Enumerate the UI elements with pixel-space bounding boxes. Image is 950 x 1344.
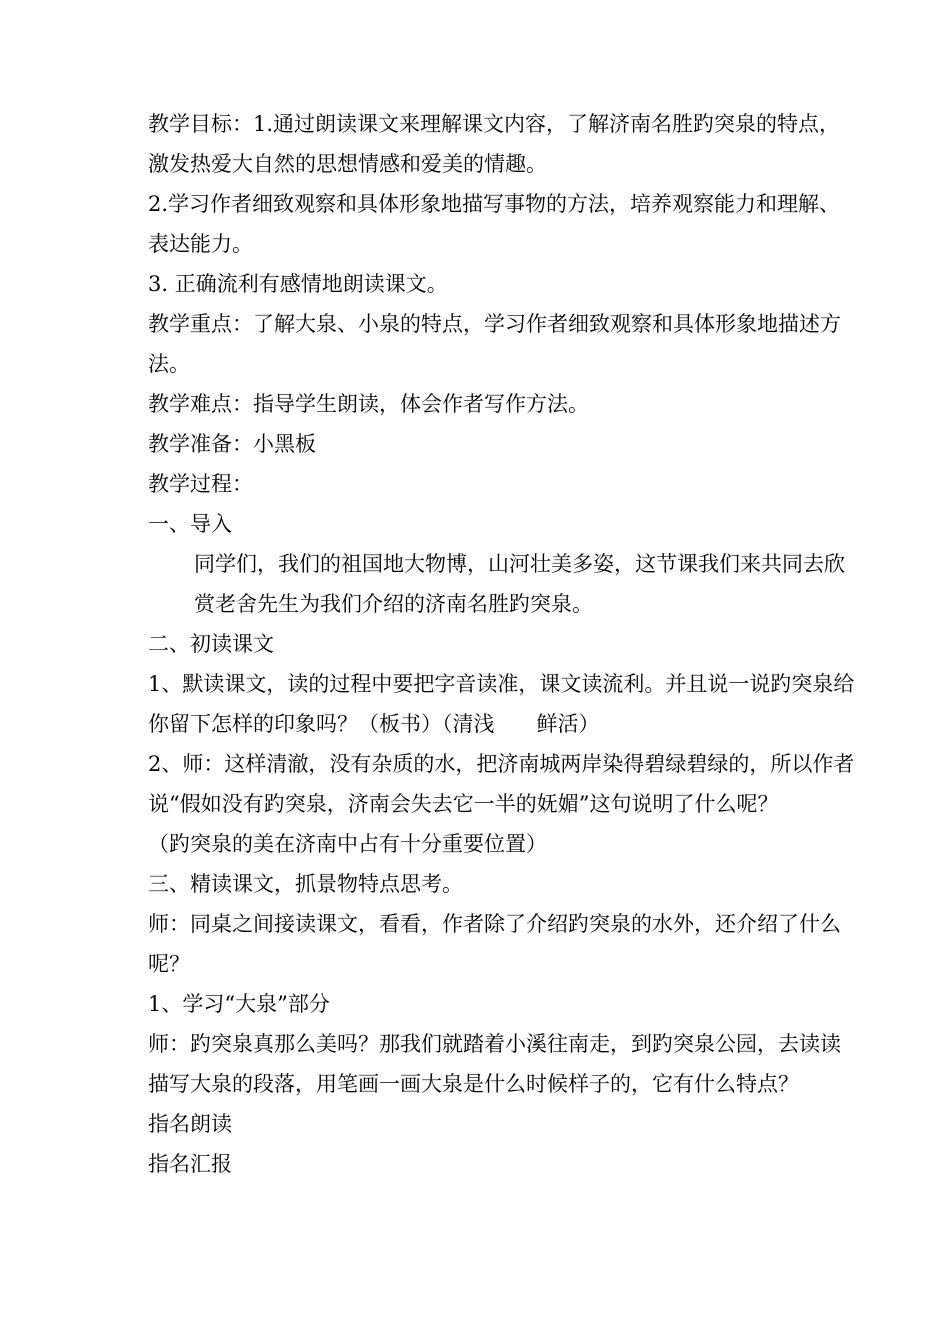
text-line: 教学目标：1.通过朗读课文来理解课文内容，了解济南名胜趵突泉的特点，	[148, 112, 841, 136]
text-line: 教学准备：小黑板	[148, 432, 316, 456]
lesson-plan-text	[148, 104, 888, 1184]
text-line: 说“假如没有趵突泉，济南会失去它一半的妩媚”这句说明了什么呢？	[148, 792, 779, 816]
text-line: 赏老舍先生为我们介绍的济南名胜趵突泉。	[194, 592, 593, 616]
text-line: 1、学习“大泉”部分	[148, 992, 330, 1016]
text-line: 你留下怎样的印象吗？（板书）（清浅 鲜活）	[148, 712, 600, 736]
section-heading: 三、精读课文，抓景物特点思考。	[148, 872, 463, 896]
text-line: 1、默读课文，读的过程中要把字音读准，课文读流利。并且说一说趵突泉给	[148, 672, 855, 696]
text-line: 2.学习作者细致观察和具体形象地描写事物的方法，培养观察能力和理解、	[148, 192, 841, 216]
text-line: 2、师：这样清澈，没有杂质的水，把济南城两岸染得碧绿碧绿的，所以作者	[148, 752, 855, 776]
text-line: 教学过程：	[148, 472, 253, 496]
text-line: 教学难点：指导学生朗读，体会作者写作方法。	[148, 392, 589, 416]
section-heading: 二、初读课文	[148, 632, 274, 656]
text-line: 指名朗读	[148, 1112, 232, 1136]
text-line: 描写大泉的段落，用笔画一画大泉是什么时候样子的，它有什么特点？	[148, 1072, 799, 1096]
text-line: 师：同桌之间接读课文，看看，作者除了介绍趵突泉的水外，还介绍了什么	[148, 912, 841, 936]
text-line: 表达能力。	[148, 232, 253, 256]
text-line: 同学们，我们的祖国地大物博，山河壮美多姿，这节课我们来共同去欣	[194, 552, 845, 576]
text-line: 激发热爱大自然的思想情感和爱美的情趣。	[148, 152, 547, 176]
text-line: 法。	[148, 352, 190, 376]
section-heading: 一、导入	[148, 512, 232, 536]
text-line: 3. 正确流利有感情地朗读课文。	[148, 272, 448, 296]
text-line: （趵突泉的美在济南中占有十分重要位置）	[148, 832, 547, 856]
text-line: 指名汇报	[148, 1152, 232, 1176]
text-line: 呢？	[148, 952, 190, 976]
text-line: 教学重点：了解大泉、小泉的特点，学习作者细致观察和具体形象地描述方	[148, 312, 841, 336]
text-line: 师：趵突泉真那么美吗？那我们就踏着小溪往南走，到趵突泉公园，去读读	[148, 1032, 841, 1056]
